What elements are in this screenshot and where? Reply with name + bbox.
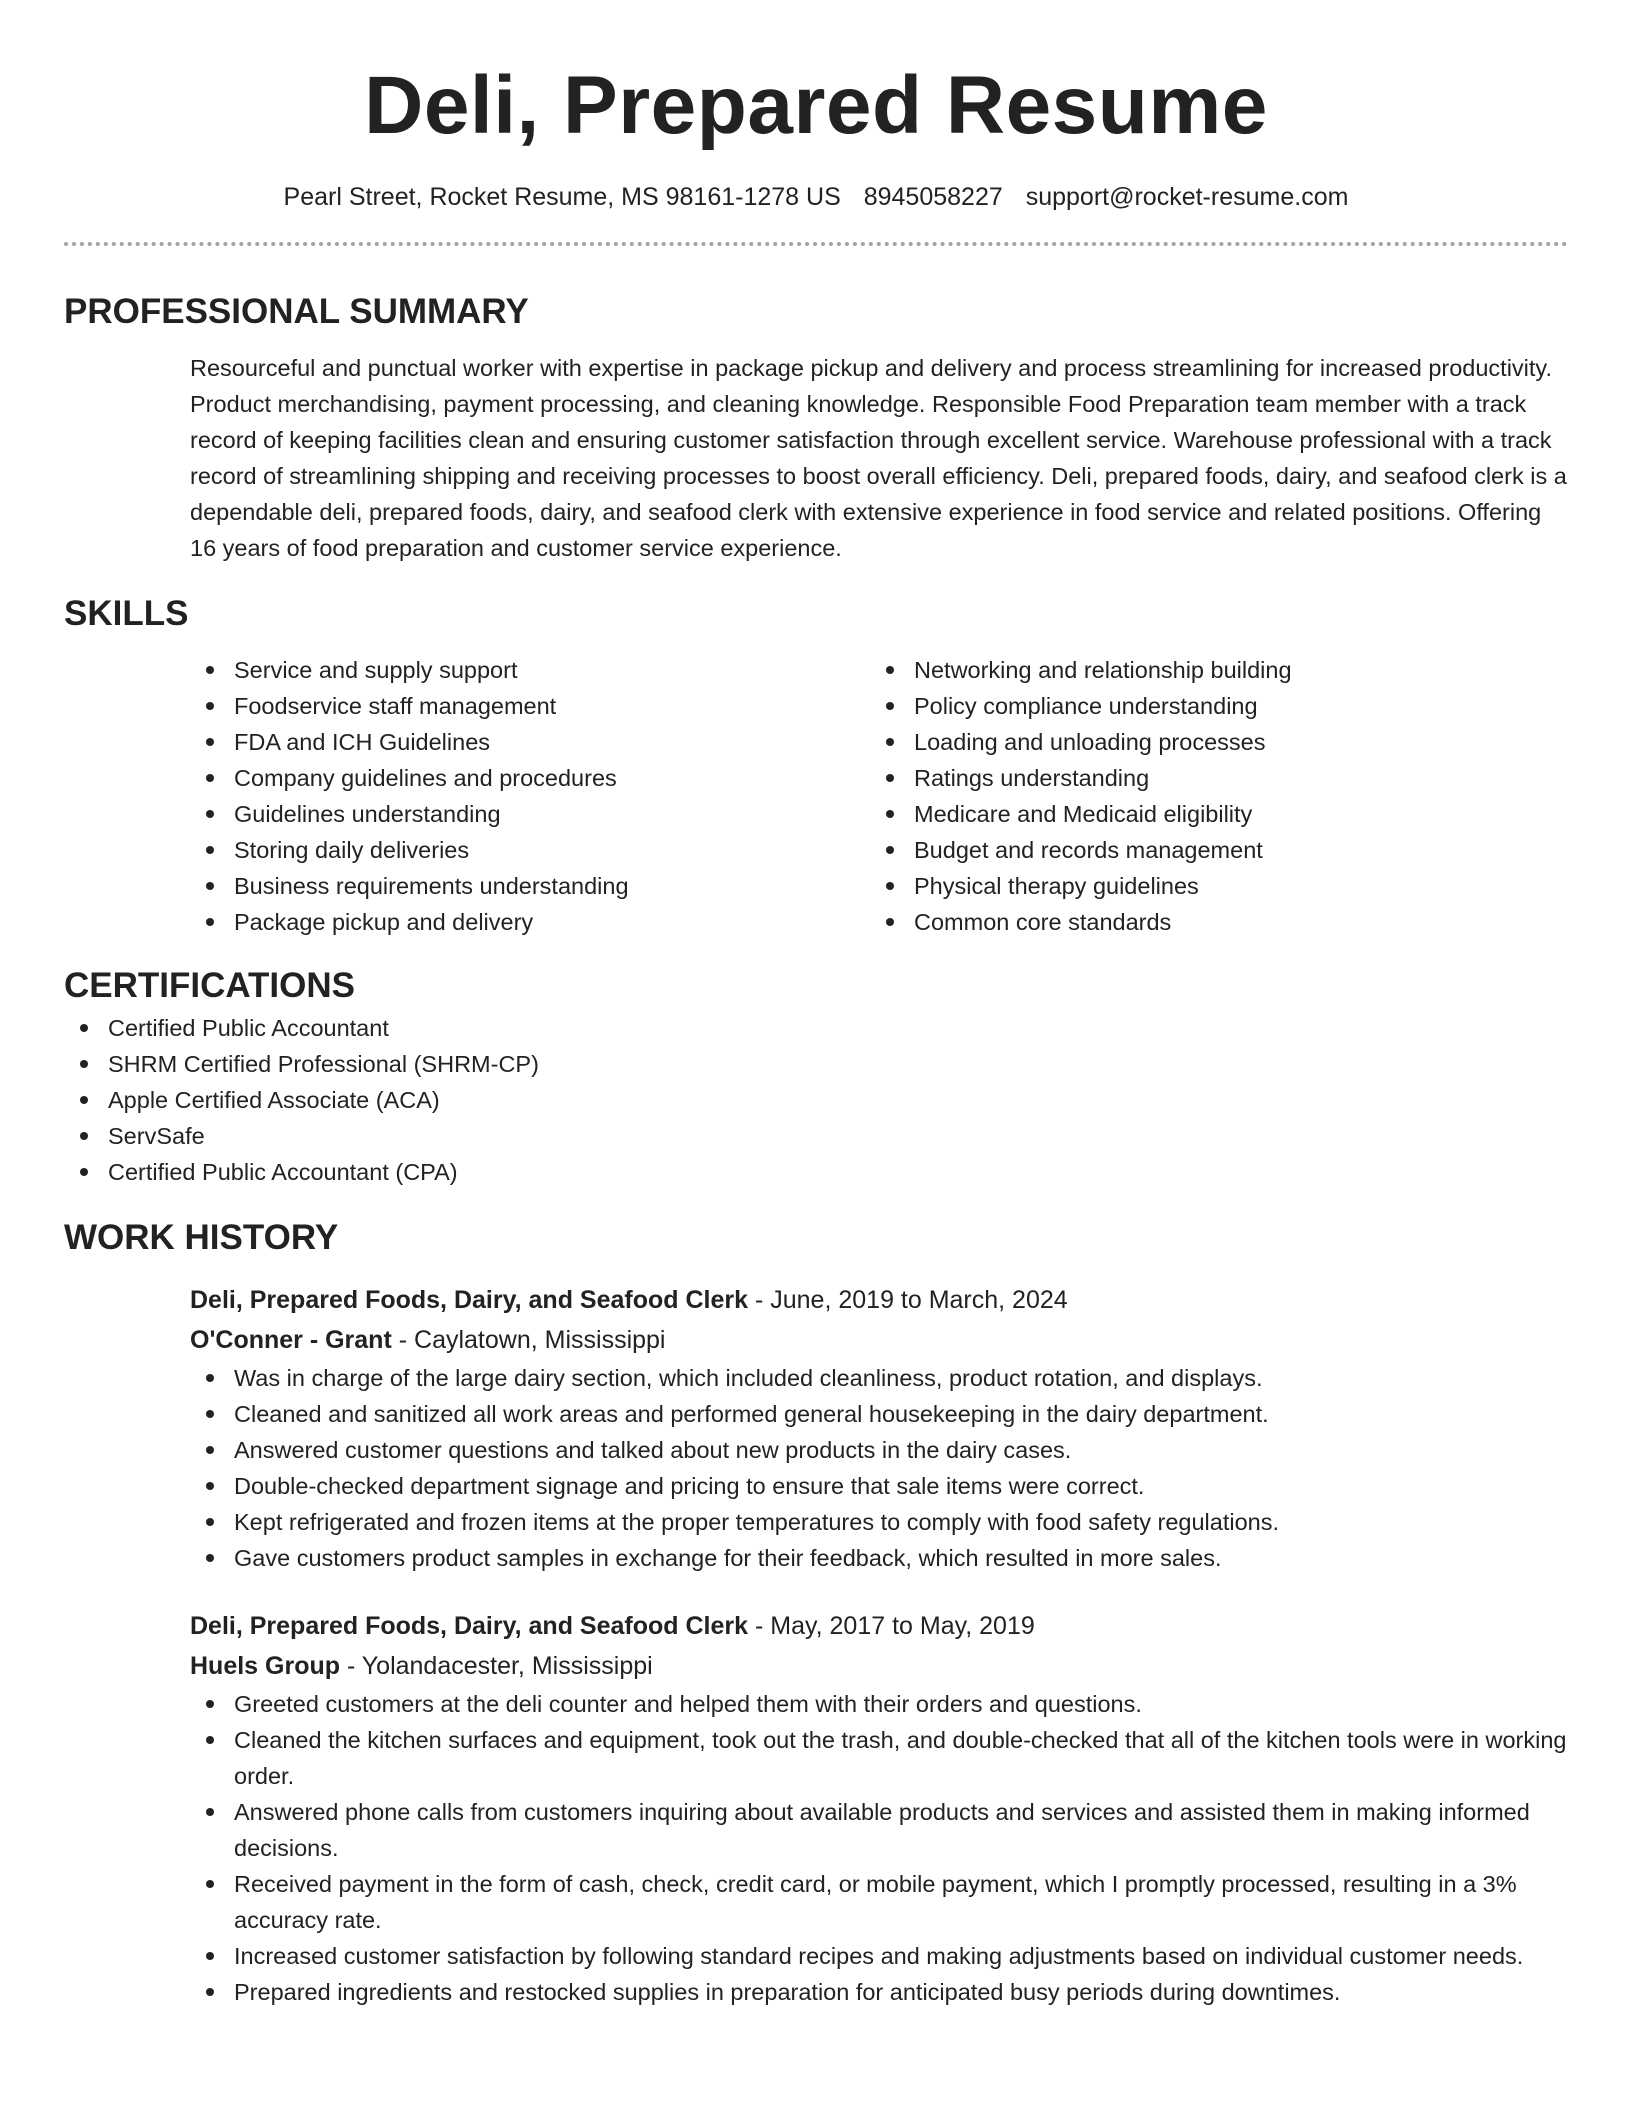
job-entry bbox=[190, 1606, 1568, 2010]
job-duty: Gave customers product samples in exchange for their feedback, which resulted in more sales. bbox=[190, 1540, 1568, 1576]
certifications-section bbox=[64, 962, 1568, 1190]
resume-header bbox=[64, 0, 1568, 214]
job-duty: Was in charge of the large dairy section, which included cleanliness, product rotation, and displays. bbox=[190, 1360, 1568, 1396]
job-duty: Prepared ingredients and restocked supplies in preparation for anticipated busy periods during downtimes. bbox=[190, 1974, 1568, 2010]
skill-item: Ratings understanding bbox=[870, 760, 1550, 796]
job-duty: Answered customer questions and talked about new products in the dairy cases. bbox=[190, 1432, 1568, 1468]
contact-email: support@rocket-resume.com bbox=[1025, 183, 1349, 211]
job-duty: Cleaned and sanitized all work areas and performed general housekeeping in the dairy department. bbox=[190, 1396, 1568, 1432]
certification-item: Certified Public Accountant (CPA) bbox=[64, 1154, 1568, 1190]
certification-item: Apple Certified Associate (ACA) bbox=[64, 1082, 1568, 1118]
job-company-line bbox=[190, 1320, 1568, 1360]
skill-item: Service and supply support bbox=[190, 652, 870, 688]
certifications-heading: CERTIFICATIONS bbox=[64, 966, 356, 1005]
skill-item: Loading and unloading processes bbox=[870, 724, 1550, 760]
skill-item: Business requirements understanding bbox=[190, 868, 870, 904]
skill-item: Storing daily deliveries bbox=[190, 832, 870, 868]
skill-item: Foodservice staff management bbox=[190, 688, 870, 724]
certifications-list bbox=[64, 1010, 1568, 1190]
resume-page bbox=[64, 0, 1568, 2010]
summary-text: Resourceful and punctual worker with expertise in package pickup and delivery and process streamlining for increased productivity. Product merchandising, payment processing, and cleaning knowledge. Responsible Food Preparation team member with a track record of keeping facilities clean and ensuring customer satisfaction through excellent service. Warehouse professional with a track record of streamlining shipping and receiving processes to boost overall efficiency. Deli, prepared foods, dairy, and seafood clerk is a dependable deli, prepared foods, dairy, and seafood clerk with extensive experience in food service and related positions. Offering 16 years of food preparation and customer service experience. bbox=[190, 355, 1567, 561]
job-duty: Cleaned the kitchen surfaces and equipment, took out the trash, and double-checked that all of the kitchen tools were in working order. bbox=[190, 1722, 1568, 1794]
job-company: Huels Group bbox=[190, 1652, 341, 1680]
job-company: O'Conner - Grant bbox=[190, 1326, 392, 1354]
job-duty: Received payment in the form of cash, check, credit card, or mobile payment, which I promptly processed, resulting in a 3% accuracy rate. bbox=[190, 1866, 1568, 1938]
job-role: Deli, Prepared Foods, Dairy, and Seafood Clerk bbox=[190, 1286, 749, 1314]
skills-list-right bbox=[870, 652, 1550, 940]
skill-item: FDA and ICH Guidelines bbox=[190, 724, 870, 760]
job-duty: Answered phone calls from customers inquiring about available products and services and assisted them in making informed decisions. bbox=[190, 1794, 1568, 1866]
job-dates: - May, 2017 to May, 2019 bbox=[748, 1612, 1035, 1640]
skill-item: Package pickup and delivery bbox=[190, 904, 870, 940]
job-title-line bbox=[190, 1606, 1568, 1646]
job-title-line bbox=[190, 1280, 1568, 1320]
job-location: - Yolandacester, Mississippi bbox=[340, 1652, 653, 1680]
work-history-heading: WORK HISTORY bbox=[64, 1218, 339, 1257]
skills-grid bbox=[190, 652, 1568, 940]
contact-address: Pearl Street, Rocket Resume, MS 98161-1278 US bbox=[283, 183, 841, 211]
job-duties-list bbox=[190, 1360, 1568, 1576]
job-duty: Double-checked department signage and pricing to ensure that sale items were correct. bbox=[190, 1468, 1568, 1504]
skills-section bbox=[64, 590, 1568, 940]
summary-section bbox=[64, 288, 1568, 566]
job-role: Deli, Prepared Foods, Dairy, and Seafood Clerk bbox=[190, 1612, 749, 1640]
work-history-section bbox=[64, 1214, 1568, 2010]
job-duties-list bbox=[190, 1686, 1568, 2010]
skill-item: Networking and relationship building bbox=[870, 652, 1550, 688]
skill-item: Physical therapy guidelines bbox=[870, 868, 1550, 904]
certification-item: Certified Public Accountant bbox=[64, 1010, 1568, 1046]
job-duty: Greeted customers at the deli counter and helped them with their orders and questions. bbox=[190, 1686, 1568, 1722]
summary-heading: PROFESSIONAL SUMMARY bbox=[64, 292, 529, 331]
header-divider bbox=[64, 242, 1568, 246]
contact-phone: 8945058227 bbox=[863, 183, 1003, 211]
skill-item: Budget and records management bbox=[870, 832, 1550, 868]
skills-list-left bbox=[190, 652, 870, 940]
certification-item: ServSafe bbox=[64, 1118, 1568, 1154]
certification-item: SHRM Certified Professional (SHRM-CP) bbox=[64, 1046, 1568, 1082]
job-duty: Kept refrigerated and frozen items at the proper temperatures to comply with food safety regulations. bbox=[190, 1504, 1568, 1540]
job-entry bbox=[190, 1280, 1568, 1576]
skill-item: Medicare and Medicaid eligibility bbox=[870, 796, 1550, 832]
skill-item: Company guidelines and procedures bbox=[190, 760, 870, 796]
job-dates: - June, 2019 to March, 2024 bbox=[748, 1286, 1068, 1314]
job-duty: Increased customer satisfaction by following standard recipes and making adjustments based on individual customer needs. bbox=[190, 1938, 1568, 1974]
skills-column-right bbox=[870, 652, 1550, 940]
skill-item: Policy compliance understanding bbox=[870, 688, 1550, 724]
skill-item: Guidelines understanding bbox=[190, 796, 870, 832]
skill-item: Common core standards bbox=[870, 904, 1550, 940]
job-company-line bbox=[190, 1646, 1568, 1686]
job-location: - Caylatown, Mississippi bbox=[391, 1326, 666, 1354]
resume-name: Deli, Prepared Resume bbox=[364, 60, 1268, 151]
contact-line bbox=[64, 180, 1568, 214]
skills-heading: SKILLS bbox=[64, 594, 189, 633]
skills-column-left bbox=[190, 652, 870, 940]
